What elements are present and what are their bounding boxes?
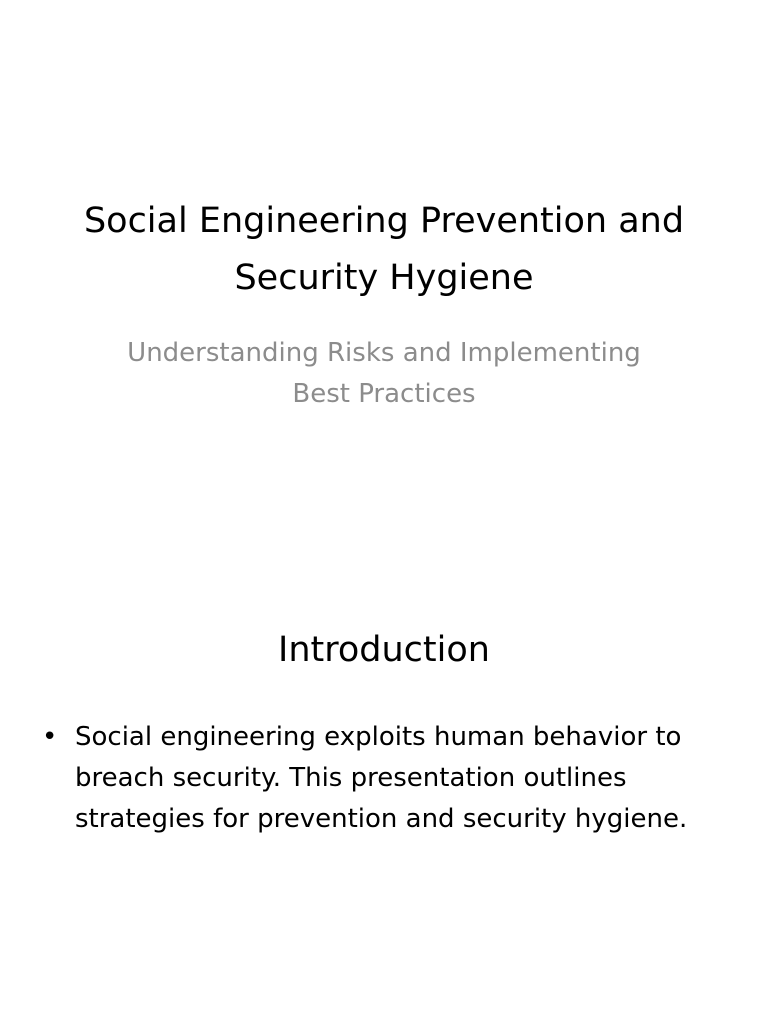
introduction-slide: [0, 512, 768, 1024]
bullet-list: [40, 717, 730, 840]
slide-heading: Introduction: [278, 630, 490, 670]
presentation-title: Social Engineering Prevention and Security Hygiene: [83, 201, 685, 298]
bullet-text: Social engineering exploits human behavior to breach security. This presentation outlines strategies for prevention and security hygiene.: [75, 722, 688, 834]
presentation-subtitle: Understanding Risks and Implementing Best Practices: [127, 338, 641, 409]
bullet-icon: •: [42, 722, 58, 752]
bullet-item: [40, 717, 730, 840]
